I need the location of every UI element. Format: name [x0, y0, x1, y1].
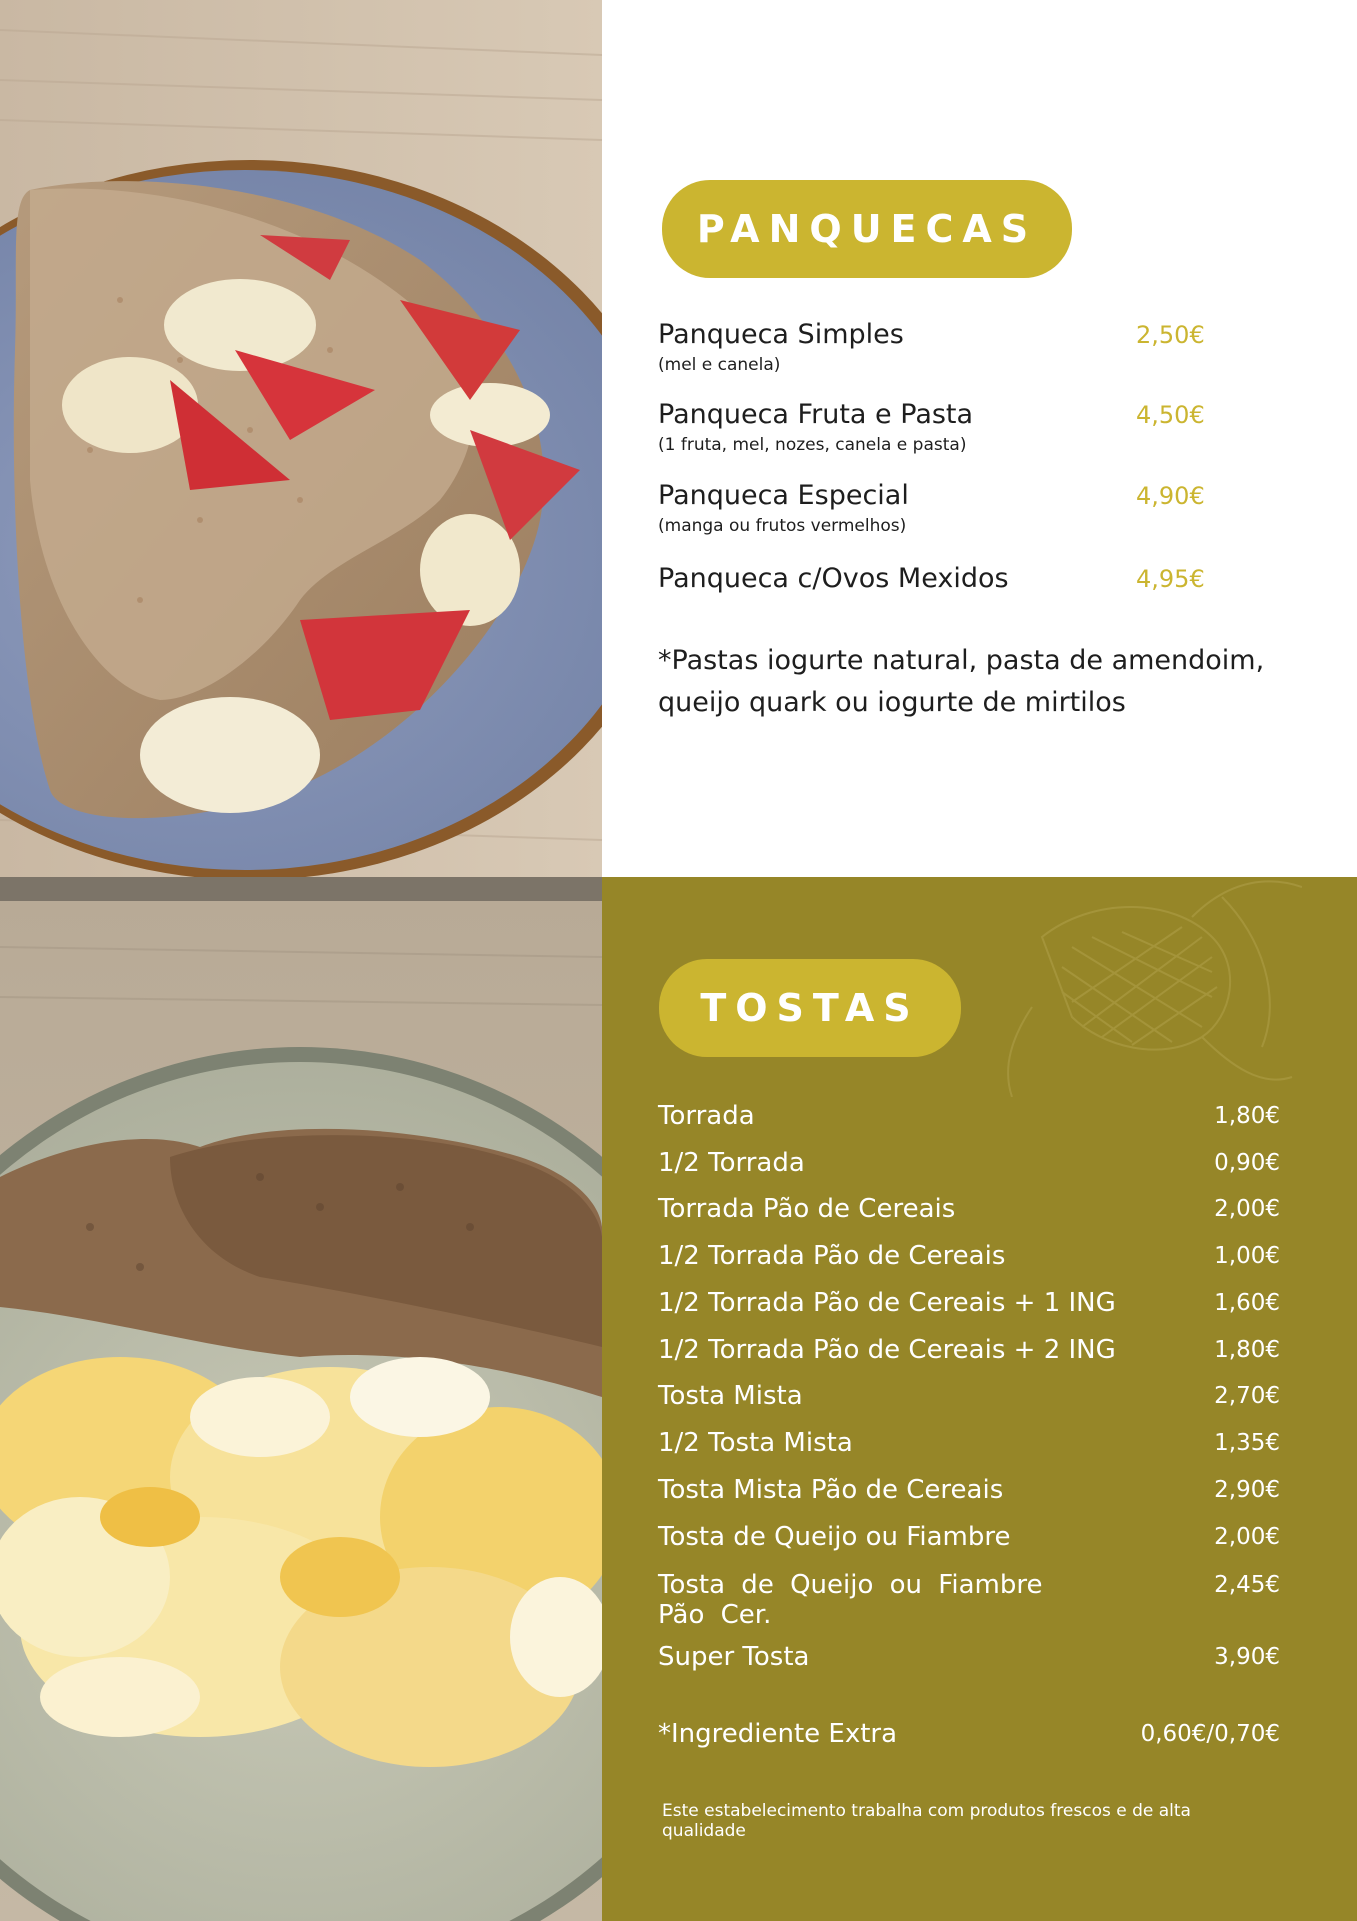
- item-name: 1/2 Tosta Mista: [658, 1428, 853, 1458]
- item-name: Panqueca Fruta e Pasta: [658, 399, 974, 430]
- item-price: 1,35€: [1214, 1430, 1280, 1456]
- menu-item: [658, 1570, 1280, 1630]
- item-price: 1,60€: [1214, 1290, 1280, 1316]
- item-name: Tosta Mista Pão de Cereais: [658, 1475, 1004, 1505]
- tostas-heading: TOSTAS: [659, 959, 961, 1057]
- item-price: 3,90€: [1214, 1644, 1280, 1670]
- item-price: 2,00€: [1214, 1524, 1280, 1550]
- item-price: 2,45€: [1214, 1572, 1280, 1598]
- item-description: (1 fruta, mel, nozes, canela e pasta): [658, 435, 967, 455]
- item-name: Super Tosta: [658, 1642, 810, 1672]
- corn-illustration-icon: [1002, 877, 1302, 1097]
- toast-eggs-photo: [0, 877, 602, 1921]
- menu-item: [658, 1335, 1280, 1365]
- footer-note: Este estabelecimento trabalha com produtos frescos e de alta qualidade: [662, 1801, 1191, 1841]
- item-price: 0,90€: [1214, 1150, 1280, 1176]
- item-price: 1,80€: [1214, 1337, 1280, 1363]
- item-price: 1,80€: [1214, 1103, 1280, 1129]
- menu-item: [658, 479, 1278, 539]
- panquecas-section: [602, 0, 1357, 877]
- pancake-photo: [0, 0, 602, 877]
- menu-item: [658, 1194, 1280, 1224]
- menu-item: [658, 1288, 1280, 1318]
- item-price: 2,70€: [1214, 1383, 1280, 1409]
- item-name: Panqueca c/Ovos Mexidos: [658, 563, 1009, 594]
- item-name: Tosta Mista: [658, 1381, 803, 1411]
- menu-item: [658, 1381, 1280, 1411]
- item-name: Panqueca Especial: [658, 480, 909, 511]
- item-name: Torrada: [658, 1101, 755, 1131]
- menu-item: [658, 1475, 1280, 1505]
- menu-item: [658, 1241, 1280, 1271]
- menu-item: [658, 398, 1278, 458]
- item-name: Tosta de Queijo ou Fiambre Pão Cer.: [658, 1570, 1043, 1630]
- item-description: (mel e canela): [658, 355, 781, 375]
- item-name: 1/2 Torrada Pão de Cereais: [658, 1241, 1006, 1271]
- item-description: (manga ou frutos vermelhos): [658, 516, 907, 536]
- menu-item: [658, 1522, 1280, 1552]
- item-name: 1/2 Torrada Pão de Cereais + 1 ING: [658, 1288, 1116, 1318]
- item-name: Panqueca Simples: [658, 319, 904, 350]
- item-name: Torrada Pão de Cereais: [658, 1194, 956, 1224]
- menu-item: [658, 1148, 1280, 1178]
- menu-item: [658, 318, 1278, 378]
- extra-ingredient-label: *Ingrediente Extra: [658, 1719, 898, 1749]
- pastas-note: *Pastas iogurte natural, pasta de amendoim, queijo quark ou iogurte de mirtilos: [658, 645, 1265, 718]
- menu-item: [658, 562, 1278, 596]
- item-price: 4,90€: [1136, 482, 1205, 510]
- menu-item: [658, 1101, 1280, 1131]
- item-price: 1,00€: [1214, 1243, 1280, 1269]
- item-name: 1/2 Torrada: [658, 1148, 805, 1178]
- item-name: 1/2 Torrada Pão de Cereais + 2 ING: [658, 1335, 1116, 1365]
- tostas-section: [602, 877, 1357, 1921]
- extra-ingredient-price: 0,60€/0,70€: [1140, 1721, 1280, 1747]
- item-price: 2,00€: [1214, 1196, 1280, 1222]
- menu-item: [658, 1428, 1280, 1458]
- panquecas-heading: PANQUECAS: [662, 180, 1072, 278]
- item-price: 2,50€: [1136, 321, 1205, 349]
- item-price: 4,50€: [1136, 401, 1205, 429]
- menu-item: [658, 1642, 1280, 1672]
- item-name: Tosta de Queijo ou Fiambre: [658, 1522, 1011, 1552]
- item-price: 4,95€: [1136, 565, 1205, 593]
- item-price: 2,90€: [1214, 1477, 1280, 1503]
